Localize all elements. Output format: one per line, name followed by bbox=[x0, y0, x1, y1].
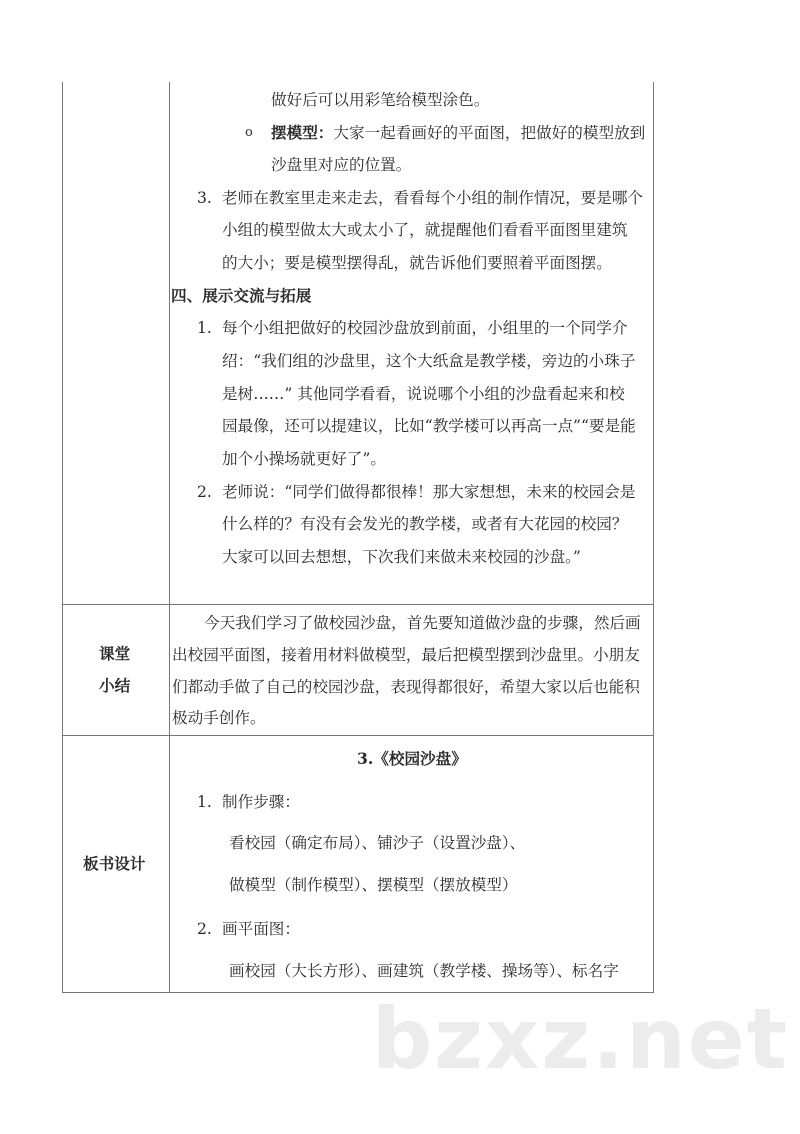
text-line: 沙盘里对应的位置。 bbox=[271, 156, 412, 174]
board-title: 3.《校园沙盘》 bbox=[357, 749, 467, 768]
text-line: 老师说：“同学们做得都很棒！那大家想想，未来的校园会是 bbox=[222, 483, 636, 501]
bullet-text: 大家一起看画好的平面图，把做好的模型放到 bbox=[333, 124, 646, 142]
board-line: 做模型（制作模型）、摆模型（摆放模型） bbox=[229, 876, 518, 894]
list-number: 2. bbox=[197, 483, 212, 501]
board-subheading: 制作步骤： bbox=[222, 793, 300, 811]
board-line: 画校园（大长方形）、画建筑（教学楼、操场等）、标名字 bbox=[229, 962, 619, 980]
table-row-divider bbox=[62, 735, 654, 736]
list-number: 1. bbox=[197, 793, 212, 811]
list-number: 3. bbox=[197, 189, 212, 207]
text-line: 每个小组把做好的校园沙盘放到前面，小组里的一个同学介 bbox=[222, 319, 628, 337]
summary-line: 们都动手做了自己的校园沙盘，表现得都很好，希望大家以后也能积 bbox=[172, 678, 640, 696]
text-line: 什么样的？有没有会发光的教学楼，或者有大花园的校园？ bbox=[222, 515, 628, 533]
bullet-marker: o bbox=[245, 125, 253, 140]
row-label: 板书设计 bbox=[83, 854, 146, 873]
row-label: 课堂 bbox=[99, 644, 131, 663]
text-line: 小组的模型做太大或太小了，就提醒他们看看平面图里建筑 bbox=[222, 221, 628, 239]
board-line: 看校园（确定布局）、铺沙子（设置沙盘）、 bbox=[229, 834, 526, 852]
text-line: 加个小操场就更好了”。 bbox=[222, 450, 386, 468]
text-line: 是树……” 其他同学看看，说说哪个小组的沙盘看起来和校 bbox=[222, 385, 625, 403]
text-line: 做好后可以用彩笔给模型涂色。 bbox=[271, 91, 490, 109]
summary-line: 出校园平面图，接着用材料做模型，最后把模型摆到沙盘里。小朋友 bbox=[172, 646, 640, 664]
text-line: 园最像，还可以提建议，比如“教学楼可以再高一点”“要是能 bbox=[222, 417, 636, 435]
board-subheading: 画平面图： bbox=[222, 920, 300, 938]
text-line: 绍：“我们组的沙盘里，这个大纸盒是教学楼，旁边的小珠子 bbox=[222, 352, 636, 370]
bullet-item bbox=[271, 123, 645, 143]
list-number: 1. bbox=[197, 319, 212, 337]
text-line: 大家可以回去想想，下次我们来做未来校园的沙盘。” bbox=[222, 548, 581, 566]
list-number: 2. bbox=[197, 920, 212, 938]
row-label: 小结 bbox=[99, 676, 131, 695]
table-border-left bbox=[62, 82, 63, 993]
section-heading: 四、展示交流与拓展 bbox=[171, 286, 312, 305]
watermark: bzxz.net bbox=[372, 990, 789, 1088]
summary-line: 极动手创作。 bbox=[172, 709, 266, 727]
table-column-divider bbox=[169, 82, 170, 993]
bullet-bold-label: 摆模型： bbox=[271, 123, 334, 142]
table-row-divider bbox=[62, 604, 654, 605]
summary-line: 今天我们学习了做校园沙盘，首先要知道做沙盘的步骤，然后画 bbox=[204, 614, 641, 632]
text-line: 的大小；要是模型摆得乱，就告诉他们要照着平面图摆。 bbox=[222, 254, 612, 272]
table-border-right bbox=[653, 82, 654, 993]
text-line: 老师在教室里走来走去，看看每个小组的制作情况，要是哪个 bbox=[222, 189, 644, 207]
